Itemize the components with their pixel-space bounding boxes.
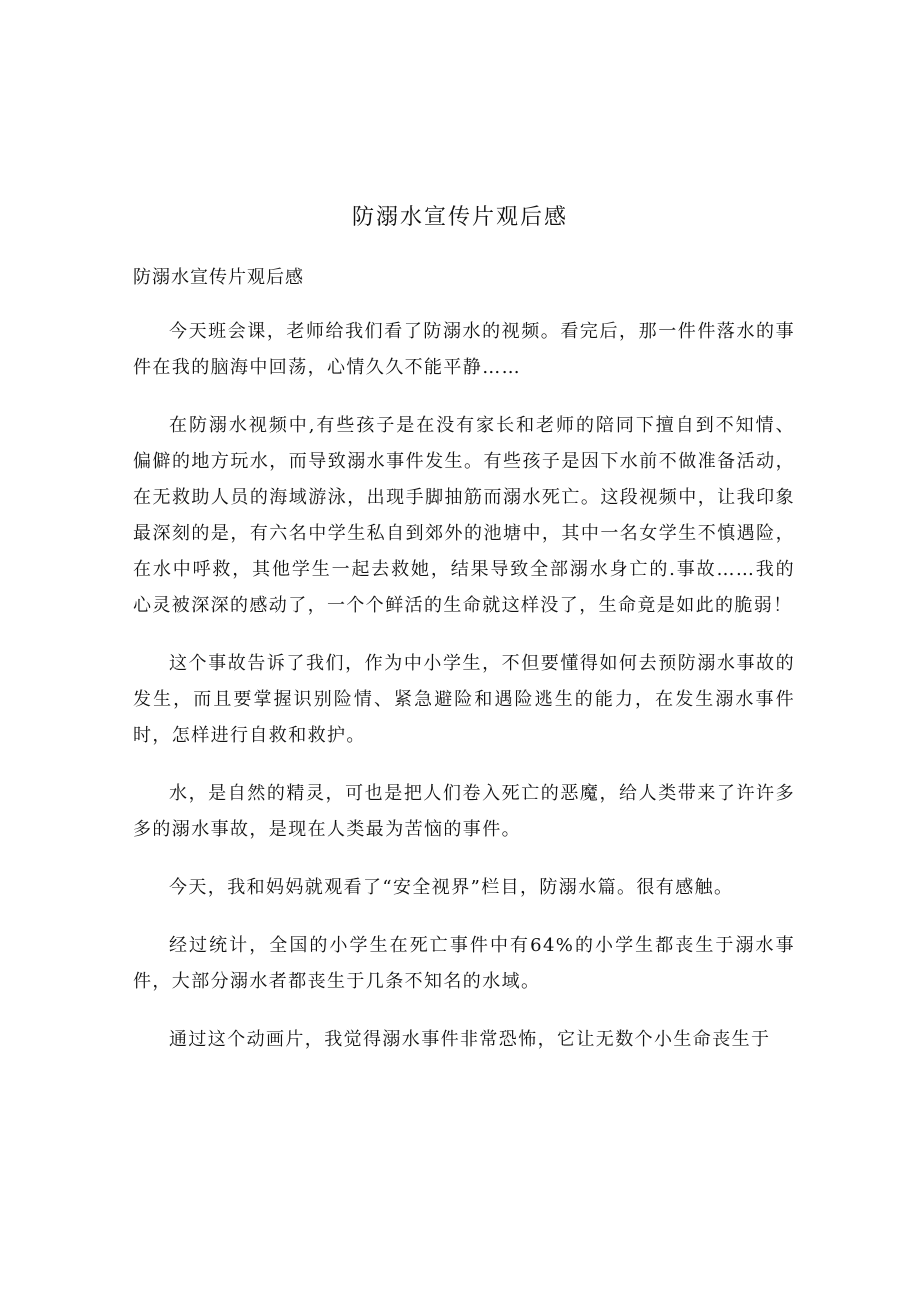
- document-body: [133, 314, 795, 1080]
- paragraph-2: 在防溺水视频中,有些孩子是在没有家长和老师的陪同下擅自到不知情、偏僻的地方玩水，而导致溺水事件发生。有些孩子是因下水前不做准备活动，在无救助人员的海域游泳，出现手脚抽筋而溺水死亡。这段视频中，让我印象最深刻的是，有六名中学生私自到郊外的池塘中，其中一名女学生不慎遇险，在水中呼救，其他学生一起去救她，结果导致全部溺水身亡的.事故……我的心灵被深深的感动了，一个个鲜活的生命就这样没了，生命竟是如此的脆弱！: [133, 415, 795, 616]
- document-subtitle: 防溺水宣传片观后感: [133, 267, 304, 288]
- paragraph-6: 经过统计，全国的小学生在死亡事件中有64%的小学生都丧生于溺水事件，大部分溺水者都丧生于几条不知名的水域。: [133, 935, 795, 992]
- paragraph-3: 这个事故告诉了我们，作为中小学生，不但要懂得如何去预防溺水事故的发生，而且要掌握识别险情、紧急避险和遇险逃生的能力，在发生溺水事件时，怎样进行自救和救护。: [133, 653, 795, 746]
- paragraph-1: 今天班会课，老师给我们看了防溺水的视频。看完后，那一件件落水的事件在我的脑海中回荡，心情久久不能平静……: [133, 321, 795, 378]
- paragraph-7: 通过这个动画片，我觉得溺水事件非常恐怖，它让无数个小生命丧生于: [169, 1029, 771, 1050]
- paragraph-4: 水，是自然的精灵，可也是把人们卷入死亡的恶魔，给人类带来了许许多多的溺水事故，是现在人类最为苦恼的事件。: [133, 783, 795, 840]
- paragraph-5: 今天，我和妈妈就观看了“安全视界”栏目，防溺水篇。很有感触。: [169, 877, 734, 898]
- document-title: 防溺水宣传片观后感: [351, 205, 568, 230]
